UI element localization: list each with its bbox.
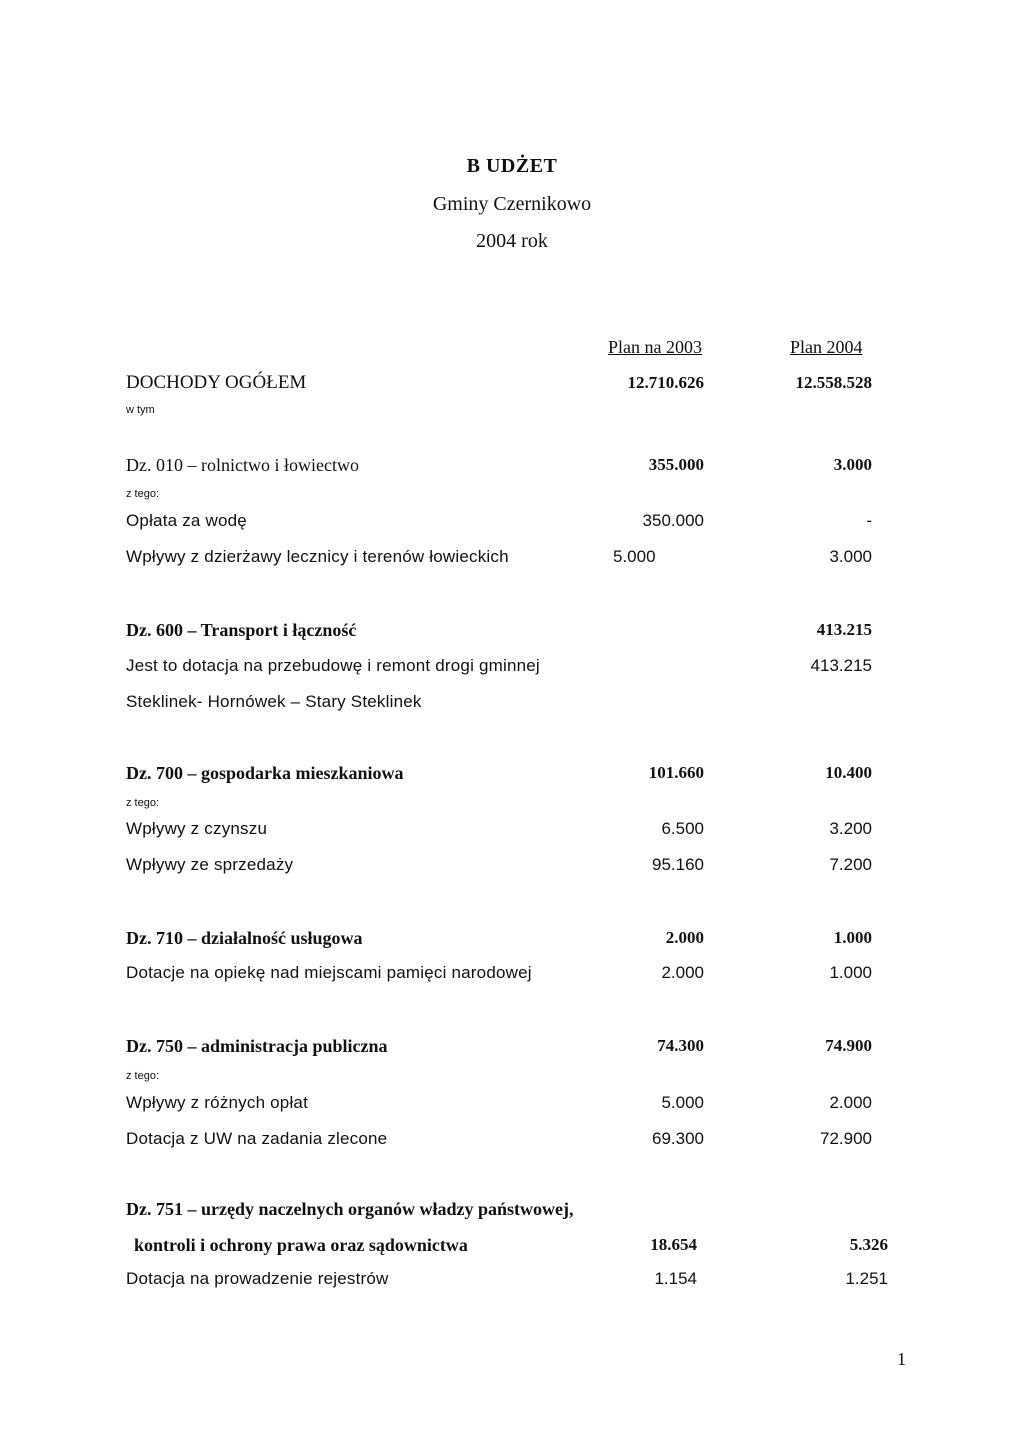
- section-label: Dz. 750 – administracja publiczna: [126, 1036, 388, 1056]
- item-value-2004: 413.215: [810, 656, 872, 675]
- section-value-2004: 10.400: [825, 763, 872, 782]
- item-value-2003: 2.000: [661, 963, 704, 982]
- section-note: z tego:: [126, 797, 160, 809]
- section-value-2004: 1.000: [833, 928, 872, 947]
- section-label: Dz. 600 – Transport i łączność: [126, 620, 357, 640]
- section-value-2004: 74.900: [825, 1036, 872, 1055]
- item-label: Dotacja na prowadzenie rejestrów: [126, 1269, 389, 1288]
- total-value-2004: 12.558.528: [795, 373, 872, 392]
- section-label: Dz. 751 – urzędy naczelnych organów władzy państwowej,: [126, 1199, 574, 1219]
- item-label: Steklinek- Hornówek – Stary Steklinek: [126, 692, 422, 711]
- section-value-2003: 18.654: [650, 1235, 697, 1254]
- item-value-2004: 2.000: [829, 1093, 872, 1112]
- section-value-2003: 74.300: [657, 1036, 704, 1055]
- item-value-2003: 5.000: [661, 1093, 704, 1112]
- section-label: Dz. 700 – gospodarka mieszkaniowa: [126, 763, 404, 783]
- section-value-2003: 355.000: [648, 455, 704, 474]
- item-label: Dotacja z UW na zadania zlecone: [126, 1129, 388, 1148]
- item-value-2004: 3.200: [829, 819, 872, 838]
- section-label-line2: kontroli i ochrony prawa oraz sądownictwa: [134, 1235, 468, 1255]
- item-label: Wpływy ze sprzedaży: [126, 855, 294, 874]
- document-subtitle: Gminy Czernikowo: [432, 193, 592, 215]
- item-value-2004: 72.900: [820, 1129, 872, 1148]
- item-value-2003: 95.160: [652, 855, 704, 874]
- item-value-2003: 1.154: [654, 1269, 697, 1288]
- column-header-plan-2004: Plan 2004: [790, 337, 863, 357]
- section-value-2003: 101.660: [648, 763, 704, 782]
- section-value-2004: 413.215: [816, 620, 872, 639]
- section-value-2003: 2.000: [665, 928, 704, 947]
- item-value-2003: 6.500: [661, 819, 704, 838]
- item-value-2004: 7.200: [829, 855, 872, 874]
- total-value-2003: 12.710.626: [627, 373, 704, 392]
- section-value-2004: 3.000: [833, 455, 872, 474]
- item-value-2004: 3.000: [829, 547, 872, 566]
- total-label: DOCHODY OGÓŁEM: [126, 372, 307, 393]
- item-value-2003: 5.000: [613, 547, 656, 566]
- item-value-2004: 1.251: [845, 1269, 888, 1288]
- item-label: Wpływy z czynszu: [126, 819, 268, 838]
- document-title: B UDŻET: [466, 155, 558, 177]
- item-value-2004: 1.000: [829, 963, 872, 982]
- item-value-2003: 350.000: [642, 511, 704, 530]
- section-label: Dz. 710 – działalność usługowa: [126, 928, 363, 948]
- section-note: z tego:: [126, 488, 160, 500]
- item-label: Dotacje na opiekę nad miejscami pamięci narodowej: [126, 963, 532, 982]
- item-label: Wpływy z dzierżawy lecznicy i terenów łowieckich: [126, 547, 509, 566]
- page-number: 1: [897, 1349, 906, 1369]
- item-value-2004: -: [866, 511, 872, 530]
- section-value-2004: 5.326: [849, 1235, 888, 1254]
- total-note: w tym: [126, 404, 155, 416]
- section-label: Dz. 010 – rolnictwo i łowiectwo: [126, 455, 359, 475]
- item-label: Wpływy z różnych opłat: [126, 1093, 309, 1112]
- item-label: Opłata za wodę: [126, 511, 247, 530]
- section-note: z tego:: [126, 1070, 160, 1082]
- item-label: Jest to dotacja na przebudowę i remont drogi gminnej: [126, 656, 540, 675]
- item-value-2003: 69.300: [652, 1129, 704, 1148]
- document-year: 2004 rok: [476, 230, 548, 252]
- column-header-plan-2003: Plan na 2003: [608, 337, 702, 357]
